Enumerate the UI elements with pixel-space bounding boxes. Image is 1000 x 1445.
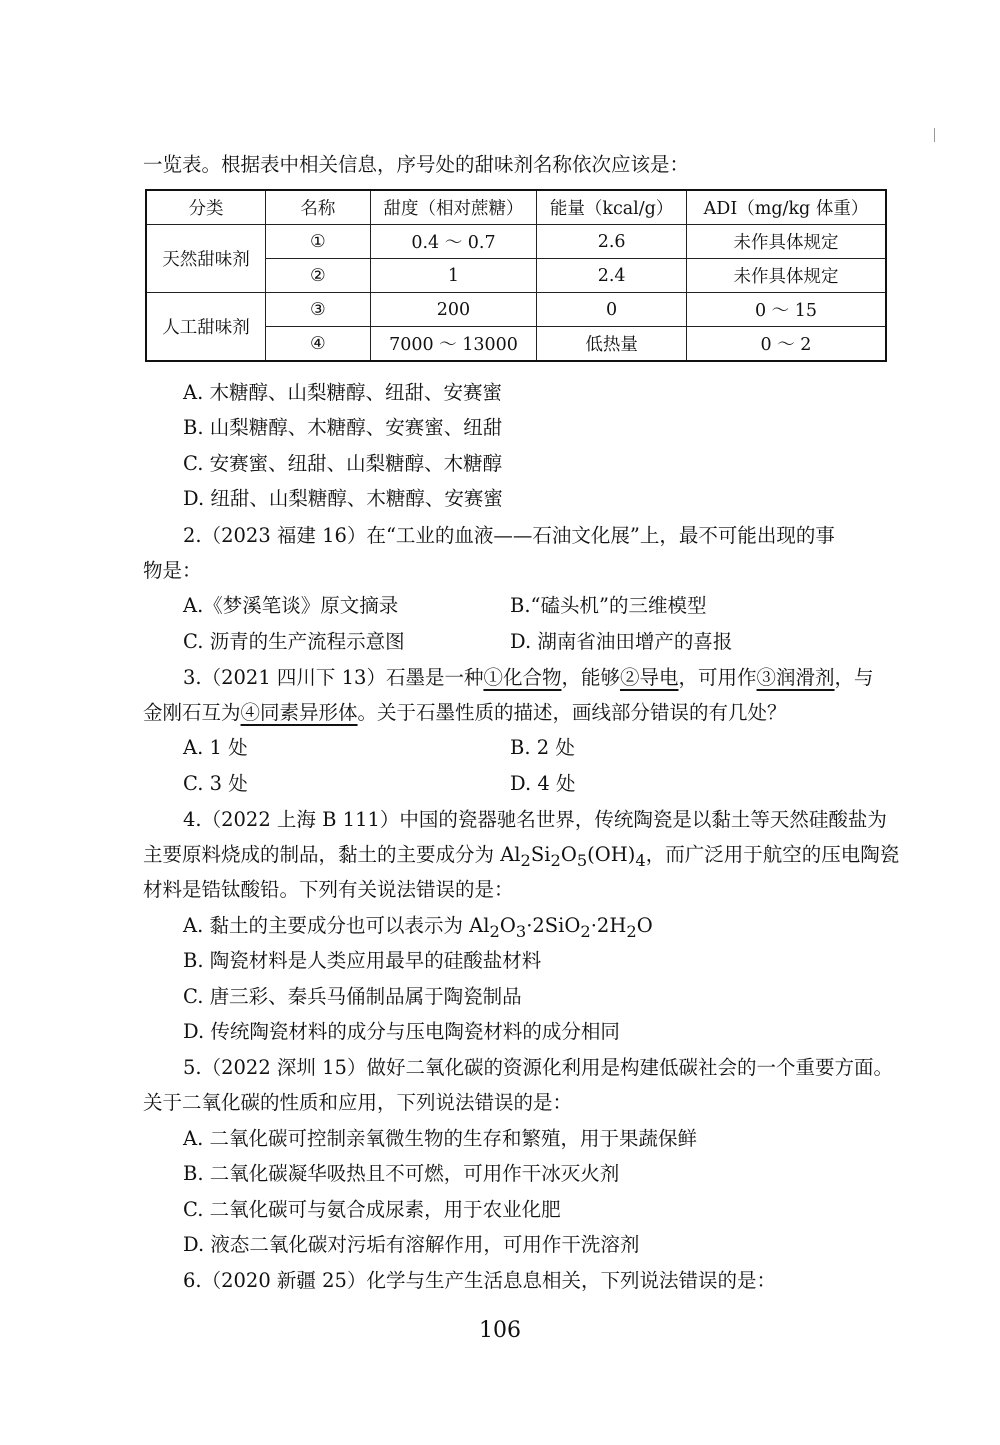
subscript: 2 (580, 921, 591, 941)
name-cell: ② (266, 259, 371, 293)
q3-option-d: D. 4 处 (510, 772, 576, 795)
energy-cell: 2.6 (537, 225, 687, 259)
adi-cell: 0 ～ 15 (687, 293, 887, 327)
sweetness-cell: 200 (370, 293, 537, 327)
scan-edge-mark (934, 128, 935, 142)
table-row (146, 225, 886, 259)
q4-option-c: C. 唐三彩、秦兵马俑制品属于陶瓷制品 (183, 985, 522, 1008)
q3-option-b: B. 2 处 (510, 736, 575, 759)
q3-text: 金刚石互为 (143, 701, 241, 724)
q4-text: ，而广泛用于航空的压电陶瓷 (645, 843, 900, 866)
q3-underline-3: ③润滑剂 (756, 666, 835, 689)
q2-option-c: C. 沥青的生产流程示意图 (183, 630, 405, 653)
q1-option-c: C. 安赛蜜、纽甜、山梨糖醇、木糖醇 (183, 452, 503, 475)
q3-option-a: A. 1 处 (183, 736, 248, 759)
q4-text: ·2H (590, 914, 627, 937)
sweetener-table (145, 189, 887, 362)
q5-option-d: D. 液态二氧化碳对污垢有溶解作用，可用作干洗溶剂 (183, 1233, 640, 1256)
q3-text: ，可用作 (678, 666, 757, 689)
q3-text: ，与 (834, 666, 874, 689)
q4-option-d: D. 传统陶瓷材料的成分与压电陶瓷材料的成分相同 (183, 1020, 620, 1043)
subscript: 2 (489, 921, 500, 941)
q4-stem: 4.（2022 上海 B 111）中国的瓷器驰名世界，传统陶瓷是以黏土等天然硅酸盐为 (183, 808, 887, 831)
name-cell: ③ (266, 293, 371, 327)
q2-stem: 2.（2023 福建 16）在“工业的血液——石油文化展”上，最不可能出现的事 (183, 524, 835, 547)
subscript: 2 (626, 921, 637, 941)
q1-option-d: D. 纽甜、山梨糖醇、木糖醇、安赛蜜 (183, 487, 503, 510)
q2-stem-cont: 物是： (143, 559, 202, 582)
q3-option-c: C. 3 处 (183, 772, 248, 795)
adi-cell: 未作具体规定 (687, 259, 887, 293)
q4-option-b: B. 陶瓷材料是人类应用最早的硅酸盐材料 (183, 949, 542, 972)
q5-option-b: B. 二氧化碳凝华吸热且不可燃，可用作干冰灭火剂 (183, 1162, 620, 1185)
q4-text: 主要原料烧成的制品，黏土的主要成分为 Al (143, 843, 521, 866)
q5-option-a: A. 二氧化碳可控制亲氧微生物的生存和繁殖，用于果蔬保鲜 (183, 1127, 697, 1150)
q4-text: O (560, 843, 577, 866)
energy-cell: 2.4 (537, 259, 687, 293)
table-header-row (146, 190, 886, 225)
page-number: 106 (479, 1318, 521, 1343)
table-row (146, 293, 886, 327)
q4-text: O (499, 914, 516, 937)
q3-underline-1: ①化合物 (483, 666, 562, 689)
q6-stem: 6.（2020 新疆 25）化学与生产生活息息相关，下列说法错误的是： (183, 1269, 776, 1292)
energy-cell: 低热量 (537, 327, 687, 362)
q1-option-b: B. 山梨糖醇、木糖醇、安赛蜜、纽甜 (183, 416, 503, 439)
q3-text: ，能够 (561, 666, 620, 689)
q5-option-c: C. 二氧化碳可与氨合成尿素，用于农业化肥 (183, 1198, 561, 1221)
q3-text: 3.（2021 四川下 13）石墨是一种 (183, 666, 484, 689)
category-cell: 人工甜味剂 (146, 293, 266, 362)
sweetness-cell: 0.4 ～ 0.7 (370, 225, 537, 259)
subscript: 5 (576, 850, 588, 870)
table-header: 名称 (266, 190, 371, 225)
name-cell: ① (266, 225, 371, 259)
q4-stem-cont (143, 840, 899, 876)
q4-option-a (183, 911, 653, 947)
q3-underline-2: ②导电 (619, 666, 679, 689)
q4-stem-cont2: 材料是锆钛酸铅。下列有关说法错误的是： (143, 878, 514, 901)
q4-text: (OH) (587, 843, 636, 866)
table-header: ADI（mg/kg 体重） (687, 190, 887, 225)
table-header: 分类 (146, 190, 266, 225)
subscript: 3 (515, 921, 527, 941)
energy-cell: 0 (537, 293, 687, 327)
q4-text: O (636, 914, 653, 937)
subscript: 2 (520, 850, 531, 870)
q2-option-d: D. 湖南省油田增产的喜报 (510, 630, 733, 653)
name-cell: ④ (266, 327, 371, 362)
sweetness-cell: 1 (370, 259, 537, 293)
adi-cell: 未作具体规定 (687, 225, 887, 259)
table-header: 甜度（相对蔗糖） (370, 190, 537, 225)
subscript: 2 (550, 850, 561, 870)
q5-stem: 5.（2022 深圳 15）做好二氧化碳的资源化利用是构建低碳社会的一个重要方面。 (183, 1056, 893, 1079)
q3-stem (183, 663, 874, 693)
sweetness-cell: 7000 ～ 13000 (370, 327, 537, 362)
subscript: 4 (635, 850, 646, 870)
intro-text: 一览表。根据表中相关信息，序号处的甜味剂名称依次应该是： (143, 153, 690, 176)
adi-cell: 0 ～ 2 (687, 327, 887, 362)
q2-option-a: A.《梦溪笔谈》原文摘录 (183, 594, 399, 617)
q4-text: Si (530, 843, 551, 866)
table-header: 能量（kcal/g） (537, 190, 687, 225)
q2-option-b: B.“磕头机”的三维模型 (510, 594, 707, 617)
q4-text: ·2SiO (526, 914, 581, 937)
q5-stem-cont: 关于二氧化碳的性质和应用，下列说法错误的是： (143, 1091, 573, 1114)
q3-underline-4: ④同素异形体 (240, 701, 358, 724)
q3-stem-cont (143, 698, 787, 728)
q3-text: 。关于石墨性质的描述，画线部分错误的有几处？ (357, 701, 787, 724)
q1-option-a: A. 木糖醇、山梨糖醇、纽甜、安赛蜜 (183, 381, 502, 404)
q4-text: A. 黏土的主要成分也可以表示为 Al (183, 914, 490, 937)
category-cell: 天然甜味剂 (146, 225, 266, 293)
